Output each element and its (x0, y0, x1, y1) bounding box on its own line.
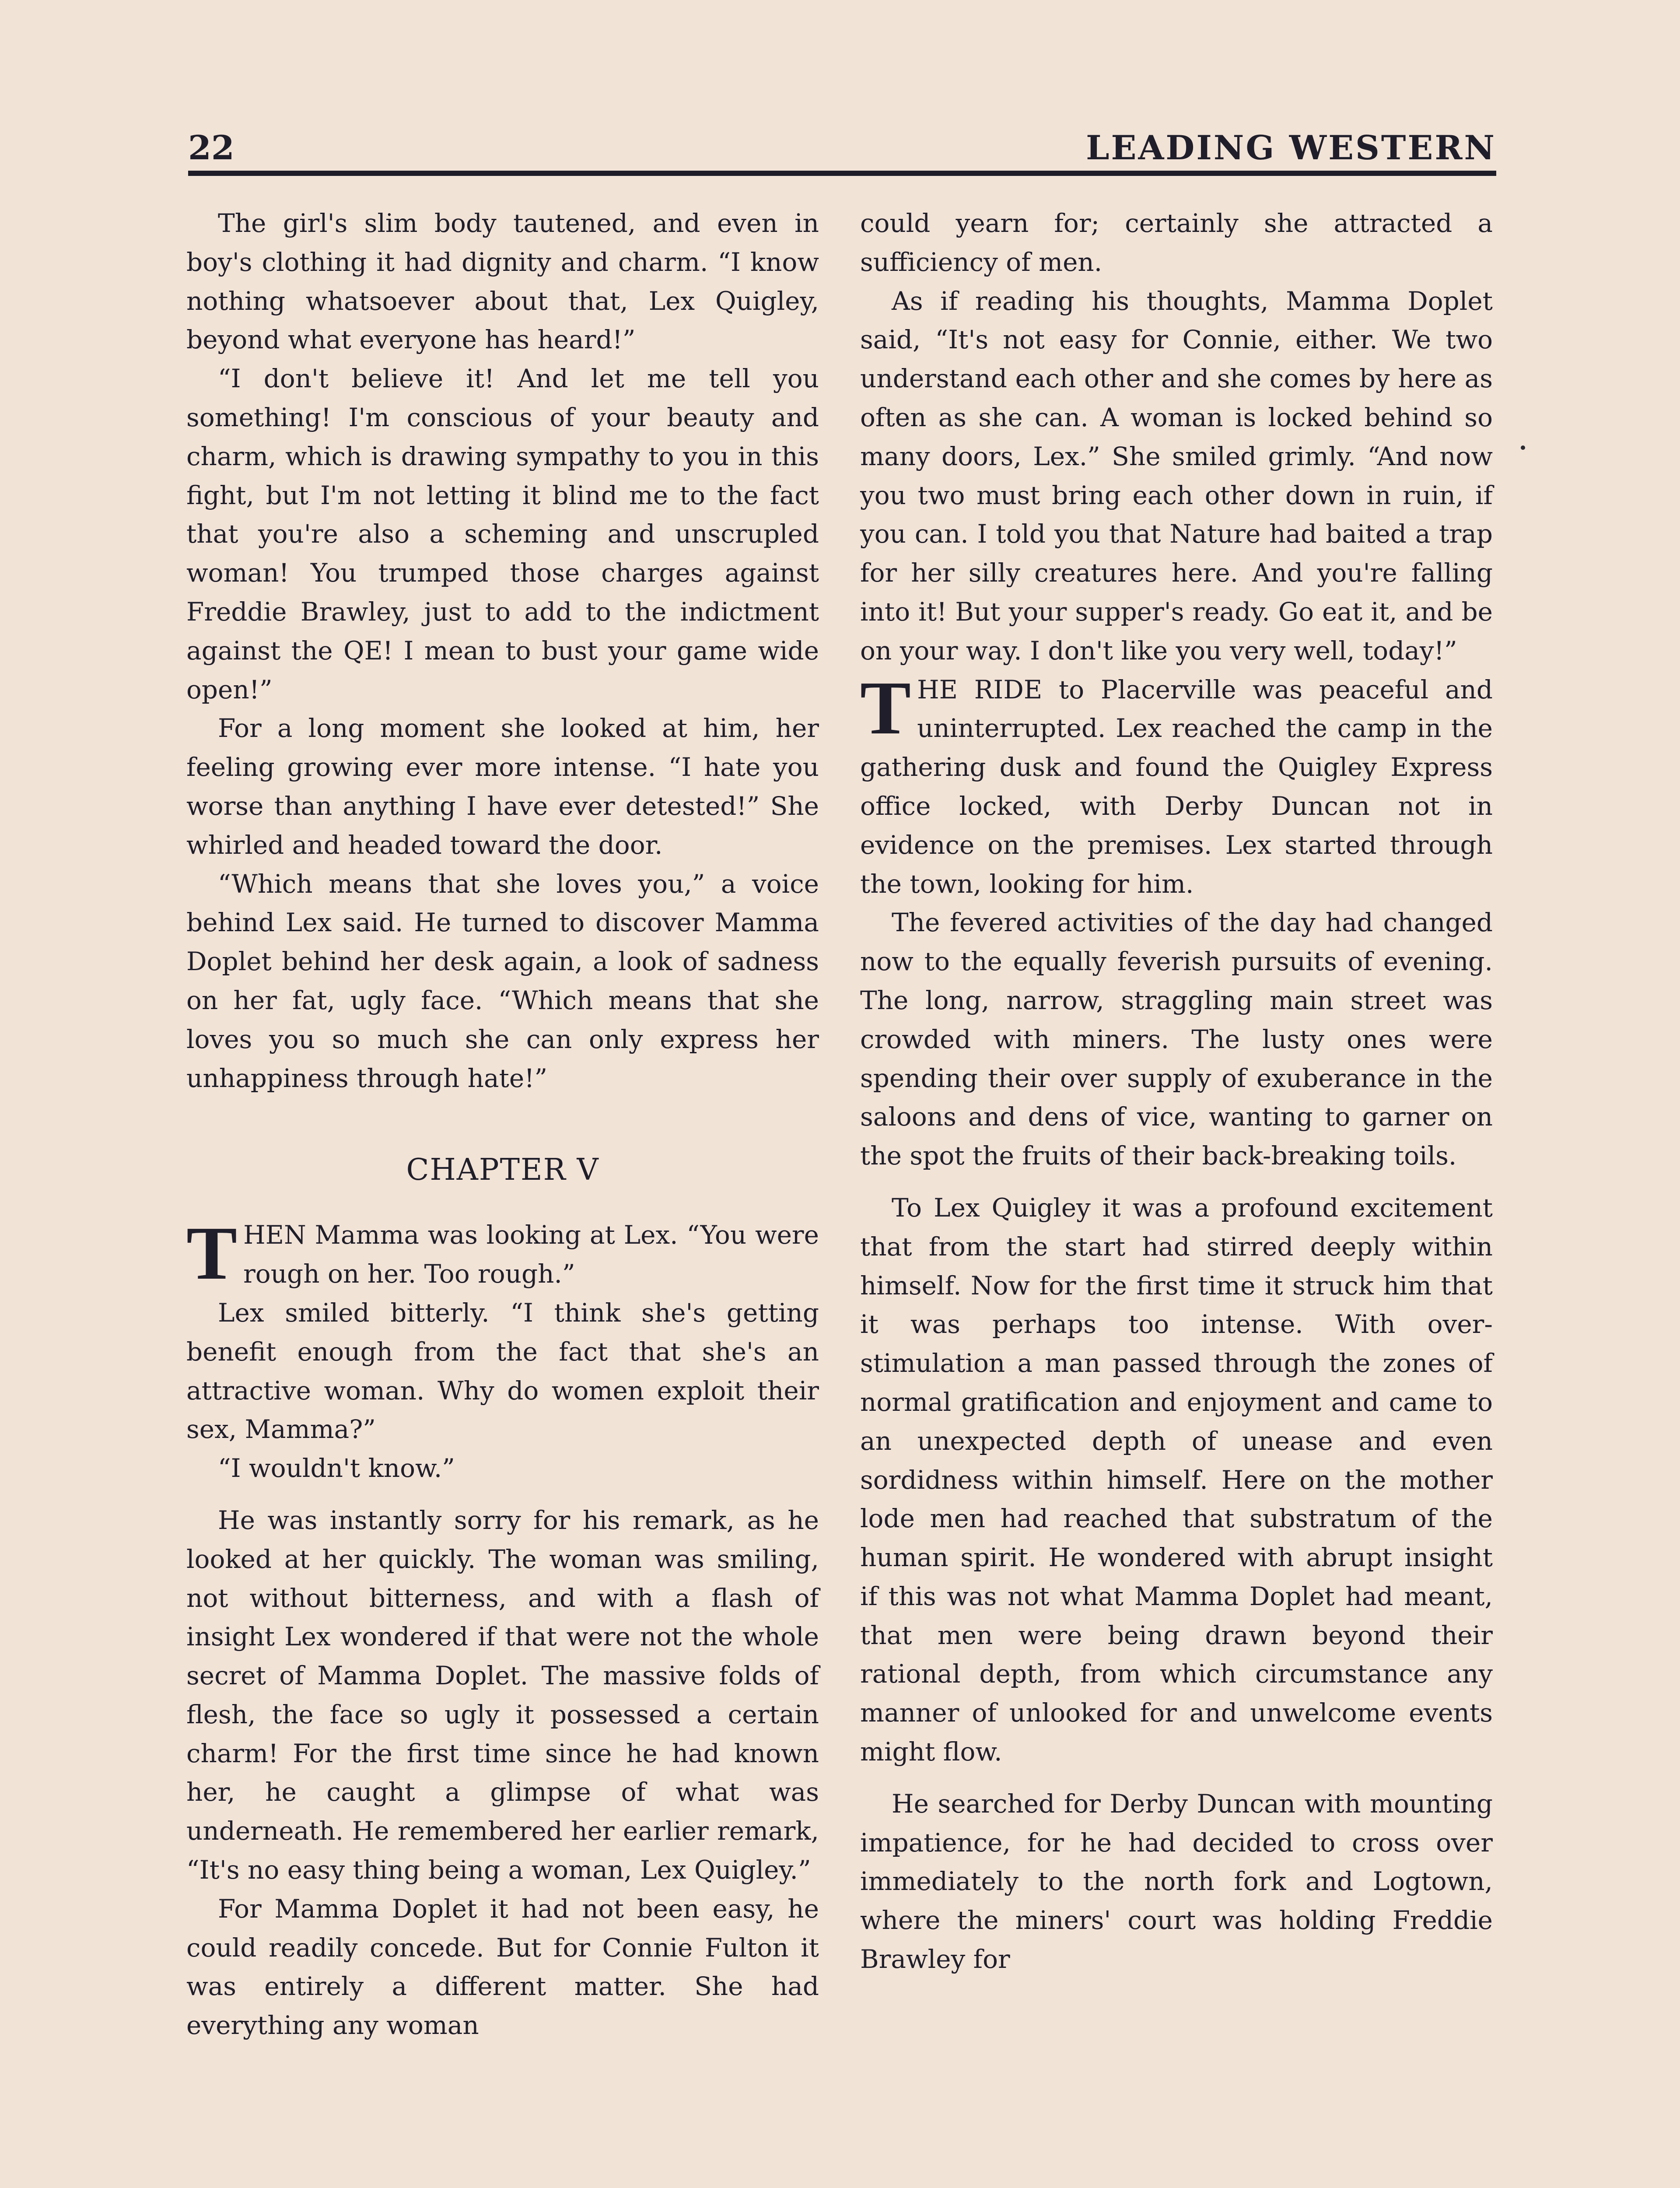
drop-cap: T (860, 665, 911, 750)
paragraph-gap (186, 1488, 819, 1501)
paragraph: To Lex Quigley it was a profound excitement that from the start had stirred deeply within himself. Now for the first time it struck him that it was perhaps too intense. With over-stimulation a man passed through the zones of normal gratification and enjoyment and came to an unexpected depth of unease and even sordidness within himself. Here on the mother lode men had reached that substratum of the human spirit. He wondered with abrupt insight if this was not what Mamma Doplet had meant, that men were being drawn beyond their rational depth, from which circumstance any manner of unlooked for and unwelcome events might flow. (860, 1192, 1493, 1767)
chapter-opening-paragraph (186, 1211, 819, 1296)
chapter-heading: CHAPTER V (406, 1153, 599, 1188)
paragraph: “I don't believe it! And let me tell you something! I'm conscious of your beauty and charm, which is drawing sympathy to you in this fight, but I'm not letting it blind me to the fact that you're also a scheming and unscrupled woman! You trumped those charges against Freddie Brawley, just to add to the indictment against the QE! I mean to bust your game wide open!” (186, 364, 819, 705)
right-column (860, 204, 1493, 1979)
paragraph: The girl's slim body tautened, and even in boy's clothing it had dignity and charm. “I know nothing whatsoever about that, Lex Quigley, beyond what everyone has heard!” (186, 208, 819, 355)
page-number: 22 (188, 128, 234, 167)
section-opening-text: HE RIDE to Placerville was peaceful and uninterrupted. Lex reached the camp in the gathering dusk and found the Quigley Express office locked, with Derby Duncan not in evidence on the premises. Lex started through the town, looking for him. (860, 674, 1493, 899)
paragraph: He was instantly sorry for his remark, as he looked at her quickly. The woman was smiling, not without bitterness, and with a flash of insight Lex wondered if that were not the whole secret of Mamma Doplet. The massive folds of flesh, the face so ugly it possessed a certain charm! For the first time since he had known her, he caught a glimpse of what was underneath. He remembered her earlier remark, “It's no easy thing being a woman, Lex Quigley.” (186, 1505, 819, 1885)
paragraph: For Mamma Doplet it had not been easy, he could readily concede. But for Connie Fulton it was entirely a different matter. She had everything any woman (186, 1893, 819, 2041)
paragraph-gap (860, 1771, 1493, 1785)
paragraph: “I wouldn't know.” (218, 1453, 455, 1483)
paragraph: As if reading his thoughts, Mamma Doplet said, “It's not easy for Connie, either. We two understand each other and she comes by here as often as she can. A woman is locked behind so many doors, Lex.” She smiled grimly. “And now you two must bring each other down in ruin, if you can. I told you that Nature had baited a trap for her silly creatures here. And you're falling into it! But your supper's ready. Go eat it, and be on your way. I don't like you very well, today!” (860, 286, 1493, 666)
paragraph: could yearn for; certainly she attracted a sufficiency of men. (860, 208, 1493, 277)
print-speck (1521, 445, 1525, 450)
paragraph: He searched for Derby Duncan with mounting impatience, for he had decided to cross over immediately to the north fork and Logtown, where the miners' court was holding Freddie Brawley for (860, 1788, 1493, 1974)
left-column (186, 204, 819, 2045)
paragraph: The fevered activities of the day had changed now to the equally feverish pursuits of evening. The long, narrow, straggling main street was crowded with miners. The lusty ones were spending their over supply of exuberance in the saloons and dens of vice, wanting to garner on the spot the fruits of their back-breaking toils. (860, 908, 1493, 1171)
paragraph: “Which means that she loves you,” a voice behind Lex said. He turned to discover Mamma Doplet behind her desk again, a look of sadness on her fat, ugly face. “Which means that she loves you so much she can only express her unhappiness through hate!” (186, 869, 819, 1093)
section-opening-paragraph (860, 665, 1493, 904)
paragraph-gap (860, 1175, 1493, 1189)
magazine-title: LEADING WESTERN (1086, 128, 1496, 167)
chapter-opening-text: HEN Mamma was looking at Lex. “You were rough on her. Too rough.” (243, 1220, 819, 1289)
drop-cap: T (186, 1211, 238, 1296)
paragraph: For a long moment she looked at him, her feeling growing ever more intense. “I hate you worse than anything I have ever detested!” She whirled and headed toward the door. (186, 713, 819, 860)
page-header (188, 127, 1496, 176)
paragraph: Lex smiled bitterly. “I think she's getting benefit enough from the fact that she's an attractive woman. Why do women exploit their sex, Mamma?” (186, 1297, 819, 1445)
